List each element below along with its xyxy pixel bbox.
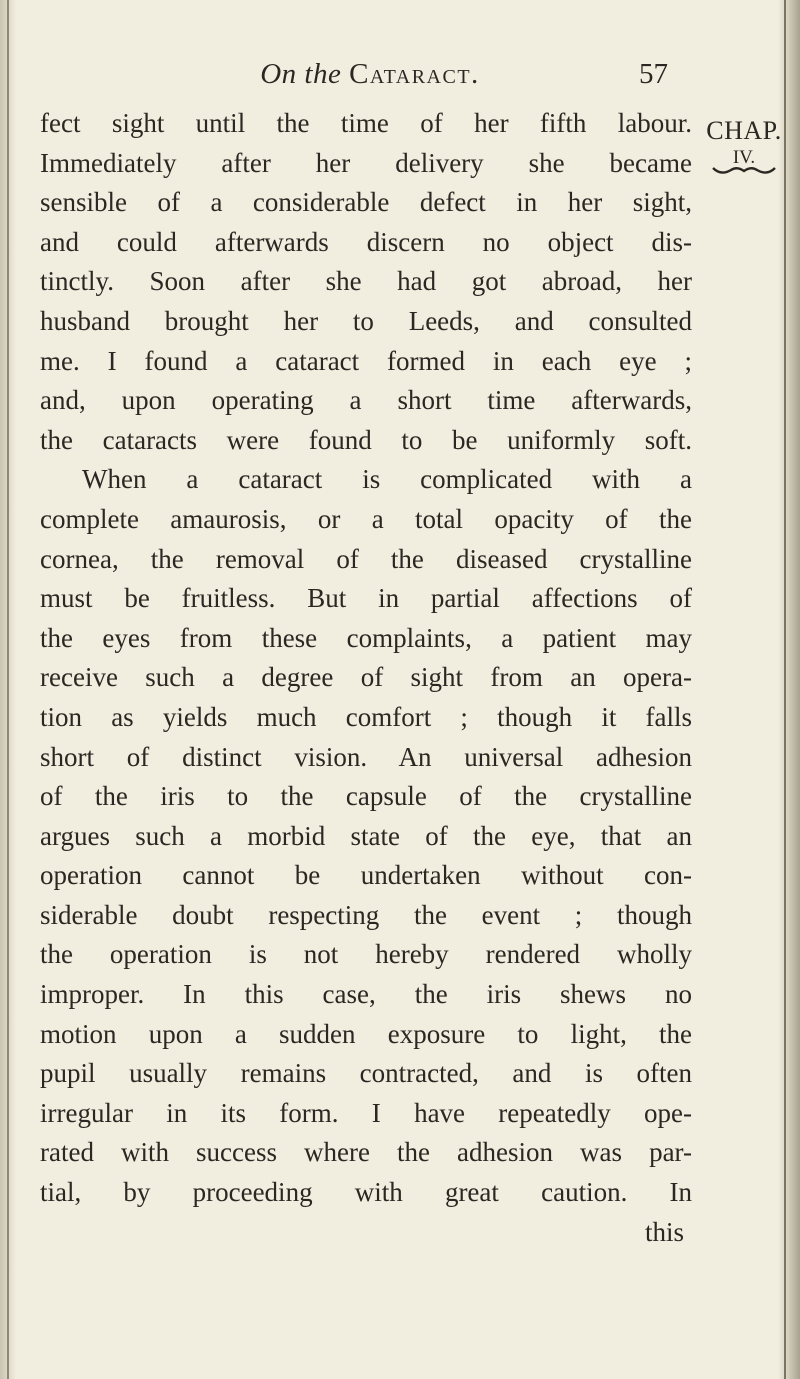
text-line: the cataracts were found to be uniformly soft. — [40, 424, 692, 455]
text-line: siderable doubt respecting the event ; though — [40, 899, 692, 930]
running-head-caps: Cataract. — [349, 58, 480, 90]
binding-rule-right — [784, 0, 786, 1379]
text-line: and, upon operating a short time afterwards, — [40, 385, 692, 416]
text-line: Immediately after her delivery she became — [40, 147, 692, 178]
text-line: receive such a degree of sight from an opera- — [40, 662, 692, 693]
text-line: argues such a morbid state of the eye, that an — [40, 820, 692, 851]
page-edge-right — [778, 0, 800, 1379]
text-line: tion as yields much comfort ; though it falls — [40, 701, 692, 732]
binding-rule-left — [7, 0, 9, 1379]
page-number: 57 — [639, 58, 668, 90]
text-line: tial, by proceeding with great caution. In — [40, 1177, 692, 1208]
paragraph-start-line: When a cataract is complicated with a — [82, 464, 692, 495]
running-head — [60, 58, 680, 91]
chapter-margin-note — [704, 116, 784, 176]
text-line: of the iris to the capsule of the crystalline — [40, 781, 692, 812]
text-line: rated with success where the adhesion was par- — [40, 1137, 692, 1168]
page-header — [60, 58, 680, 98]
text-line: and could afterwards discern no object dis- — [40, 226, 692, 257]
text-line: fect sight until the time of her fifth labour. — [40, 108, 692, 138]
text-line: operation cannot be undertaken without con- — [40, 860, 692, 891]
text-line: motion upon a sudden exposure to light, the — [40, 1018, 692, 1049]
text-line: complete amaurosis, or a total opacity of the — [40, 503, 692, 534]
text-line: irregular in its form. I have repeatedly ope- — [40, 1097, 692, 1128]
text-line: sensible of a considerable defect in her sight, — [40, 187, 692, 218]
catchword: this — [644, 1216, 684, 1247]
running-head-italic: On the — [260, 58, 342, 90]
text-line: pupil usually remains contracted, and is often — [40, 1058, 692, 1089]
text-line: the operation is not hereby rendered wholly — [40, 939, 692, 970]
text-line: me. I found a cataract formed in each eye ; — [40, 345, 692, 376]
text-line: short of distinct vision. An universal adhesion — [40, 741, 692, 772]
text-line: improper. In this case, the iris shews no — [40, 979, 692, 1010]
body-text — [40, 104, 692, 1252]
chapter-number: IV. — [732, 147, 756, 168]
text-line: must be fruitless. But in partial affections of — [40, 583, 692, 614]
text-line: husband brought her to Leeds, and consulted — [40, 305, 692, 336]
text-line: the eyes from these complaints, a patient may — [40, 622, 692, 653]
text-line: cornea, the removal of the diseased crystalline — [40, 543, 692, 574]
text-line: tinctly. Soon after she had got abroad, her — [40, 266, 692, 297]
chapter-label: CHAP. — [706, 116, 782, 145]
